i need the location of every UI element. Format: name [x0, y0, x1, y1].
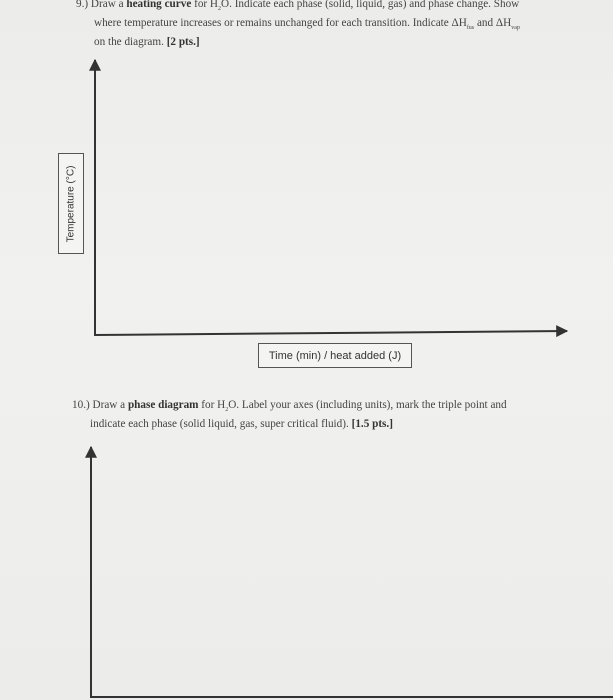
question-10-text: [72, 398, 592, 431]
question-9-line2-text: where temperature increases or remains unchanged for each transition. Indicate ΔH: [94, 17, 467, 30]
question-10-line1-a: Draw a: [89, 399, 128, 411]
question-10-line2-text: indicate each phase (solid liquid, gas, super critical fluid).: [90, 418, 352, 431]
question-10-line2: [72, 417, 592, 431]
question-10-points: [1.5 pts.]: [351, 418, 393, 431]
heating-y-axis-label-box: [58, 153, 84, 254]
fus-subscript: fus: [466, 25, 475, 32]
phase-diagram-bold: phase diagram: [127, 399, 199, 411]
question-9-line1-b: for H: [191, 0, 219, 10]
question-9-line2-mid: and ΔH: [474, 17, 512, 30]
h2o-subscript-10: 2: [225, 407, 229, 414]
vap-subscript: vap: [511, 25, 520, 32]
question-9-number: 9.): [76, 0, 89, 10]
question-10-line1-c: O. Label your axes (including units), mark the triple point and: [228, 399, 507, 411]
heating-x-axis-label: Time (min) / heat added (J): [268, 349, 402, 362]
heating-y-axis-label: Temperature (°C): [65, 165, 77, 242]
question-10-line1-b: for H: [198, 399, 226, 411]
question-9-line3-text: on the diagram.: [94, 36, 167, 49]
heating-x-axis-label-box: [258, 343, 412, 368]
heating-x-axis: [94, 331, 567, 335]
question-9-line1-c: O. Indicate each phase (solid, liquid, gas) and phase change. Show: [221, 0, 520, 10]
question-10-number: 10.): [72, 399, 90, 411]
heating-curve-bold: heating curve: [126, 0, 192, 10]
h2o-subscript: 2: [218, 6, 222, 13]
question-9-line1-a: Draw a: [90, 0, 127, 10]
question-9-points: [2 pts.]: [166, 36, 200, 49]
